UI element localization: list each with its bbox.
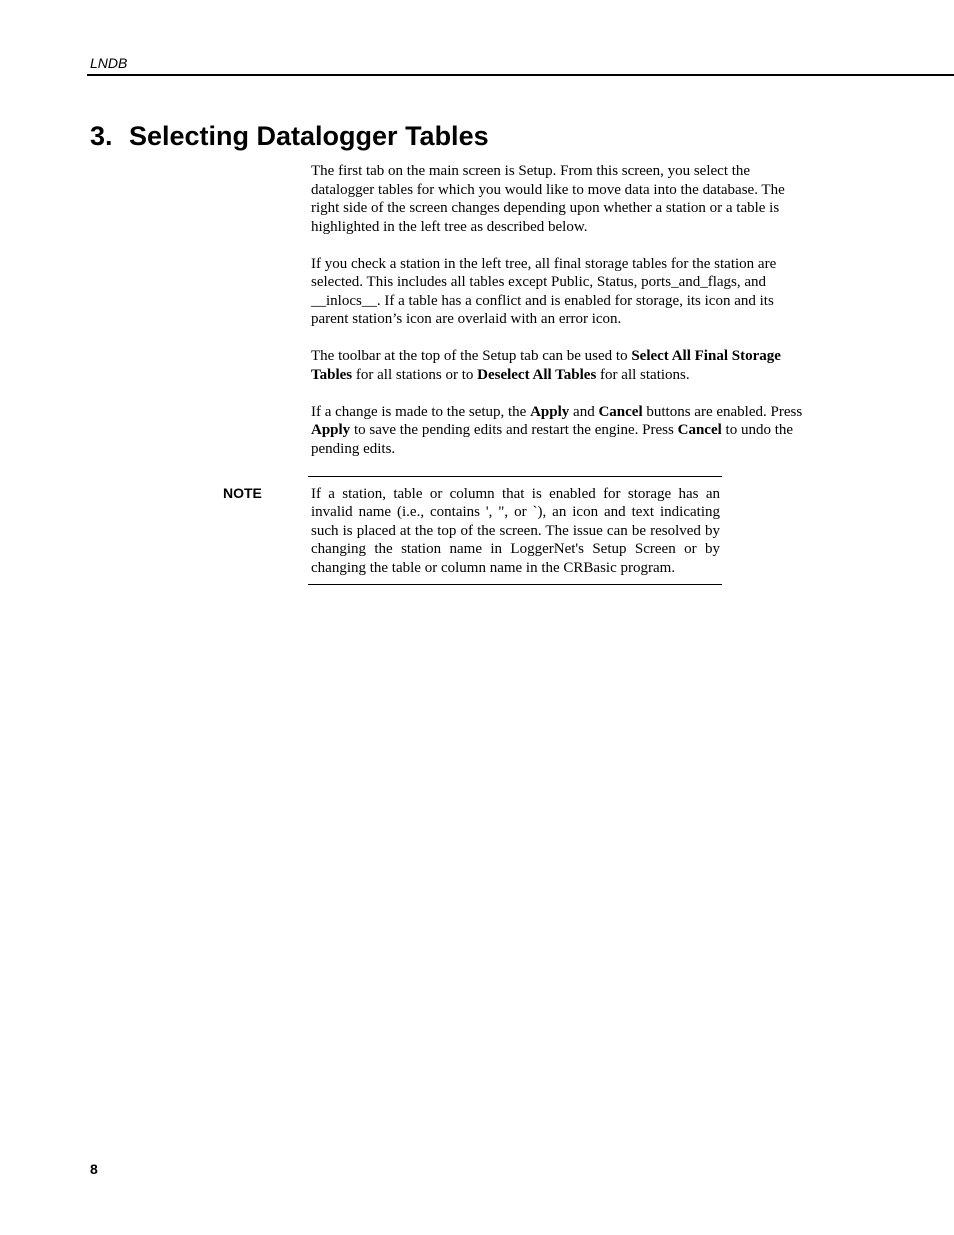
p3-text-3: for all stations. — [596, 366, 690, 383]
p4-text-3: buttons are enabled. Press — [642, 403, 803, 420]
header-rule — [87, 74, 954, 76]
page-number: 8 — [90, 1161, 98, 1177]
chapter-number: 3. — [90, 121, 113, 151]
note-label: NOTE — [223, 485, 262, 501]
cancel-term-2: Cancel — [677, 422, 722, 438]
paragraph-2: If you check a station in the left tree, all final storage tables for the station are selected. This includes all tables except Public, Status, ports_and_flags, and __inlocs__. If a table has a conflict and is enabled for storage, its icon and its parent station’s icon are overlaid with an error icon. — [311, 255, 777, 327]
p4-text-4: to save the pending edits and restart the engine. Press — [350, 422, 678, 438]
apply-term-2: Apply — [311, 422, 351, 438]
chapter-title-text: Selecting Datalogger Tables — [129, 121, 489, 151]
p4-text-5: to undo the pending edits. — [311, 422, 794, 457]
paragraph-1: The first tab on the main screen is Setup. From this screen, you select the datalogger tables for which you would like to move data into the database. The right side of the screen changes depending upon whether a station or a table is highlighted in the left tree as described below. — [311, 163, 785, 235]
p4-text-2: and — [569, 403, 599, 420]
deselect-all-tables: Deselect All Tables — [477, 366, 597, 383]
note-text: If a station, table or column that is enabled for storage has an invalid name (i.e., contains ', ", or `), an icon and text indicating such is placed at the top of the screen. The issue can be resolved by changing the station name in LoggerNet's Setup Screen or by changing the table or column name in the CRBasic program. — [311, 486, 720, 576]
chapter-title — [90, 118, 489, 154]
p3-text-1: The toolbar at the top of the Setup tab can be used to — [311, 348, 632, 364]
running-head: LNDB — [90, 55, 128, 71]
note-box — [308, 476, 722, 585]
paragraph-3 — [311, 347, 811, 384]
cancel-term: Cancel — [598, 403, 643, 420]
select-all-final-storage-tables: Select All Final Storage Tables — [311, 348, 781, 383]
p3-text-2: for all stations or to — [352, 366, 478, 383]
p4-text-1: If a change is made to the setup, the — [311, 403, 531, 420]
apply-term: Apply — [530, 403, 570, 420]
paragraph-4 — [311, 403, 811, 459]
body-text — [311, 162, 811, 477]
